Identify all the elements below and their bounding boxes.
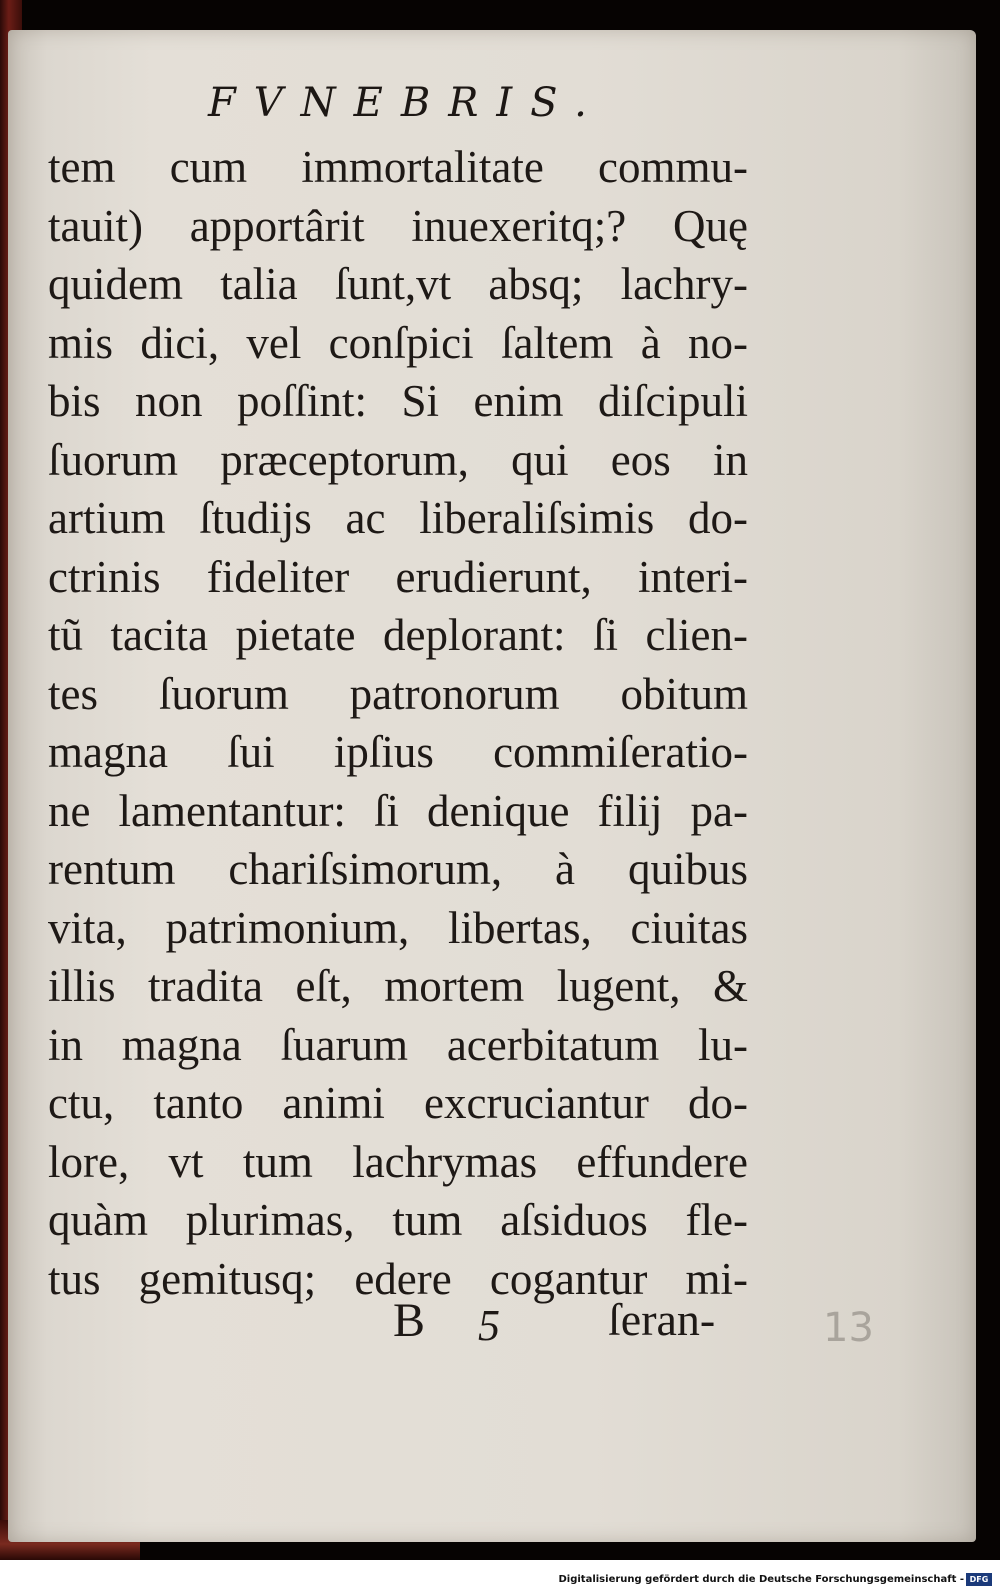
text-line: artium ſtudijs ac liberaliſsimis do- [48, 493, 748, 543]
text-line: ne lamentantur: ſi denique filij pa- [48, 785, 748, 836]
text-line: illis tradita eſt, mortem lugent, & [48, 961, 748, 1011]
text-line: tauit) apportârit inuexeritq;? Quę [48, 200, 748, 251]
footer-credit: Digitalisierung gefördert durch die Deutsche Forschungsgemeinschaft - [558, 1574, 964, 1585]
text-line: in magna ſuarum acerbitatum lu- [48, 1019, 748, 1070]
text-line: tus gemitusq; edere cogantur mi- [48, 1253, 748, 1304]
text-line: rentum chariſsimorum, à quibus [48, 844, 748, 894]
text-line: mis dici, vel conſpici ſaltem à no- [48, 317, 748, 368]
text-line: lore, vt tum lachrymas effundere [48, 1136, 748, 1187]
text-line: ctrinis fideliter erudierunt, interi- [48, 551, 748, 602]
pencil-folio-number: 13 [823, 1305, 874, 1351]
text-line: tes ſuorum patronorum obitum [48, 668, 748, 719]
book-page [8, 30, 976, 1542]
text-line: bis non poſſint: Si enim diſcipuli [48, 376, 748, 426]
signature-number: 5 [478, 1301, 500, 1350]
text-line: vita, patrimonium, libertas, ciuitas [48, 902, 748, 953]
running-head: FVNEBRIS. [208, 80, 605, 126]
text-line: ctu, tanto animi excruciantur do- [48, 1078, 748, 1128]
body-text [48, 138, 748, 1308]
signature-letter: B [393, 1294, 426, 1347]
catchword: ſeran- [608, 1294, 716, 1345]
dfg-logo: DFG [966, 1573, 992, 1586]
text-line: quidem talia ſunt,vt absq; lachry- [48, 259, 748, 309]
text-line: magna ſui ipſius commiſeratio- [48, 727, 748, 777]
text-line: quàm plurimas, tum aſsiduos fle- [48, 1195, 748, 1245]
text-line: tem cum immortalitate commu- [48, 142, 748, 192]
text-line: ſuorum præceptorum, qui eos in [48, 434, 748, 485]
text-line: tũ tacita pietate deplorant: ſi clien- [48, 610, 748, 660]
